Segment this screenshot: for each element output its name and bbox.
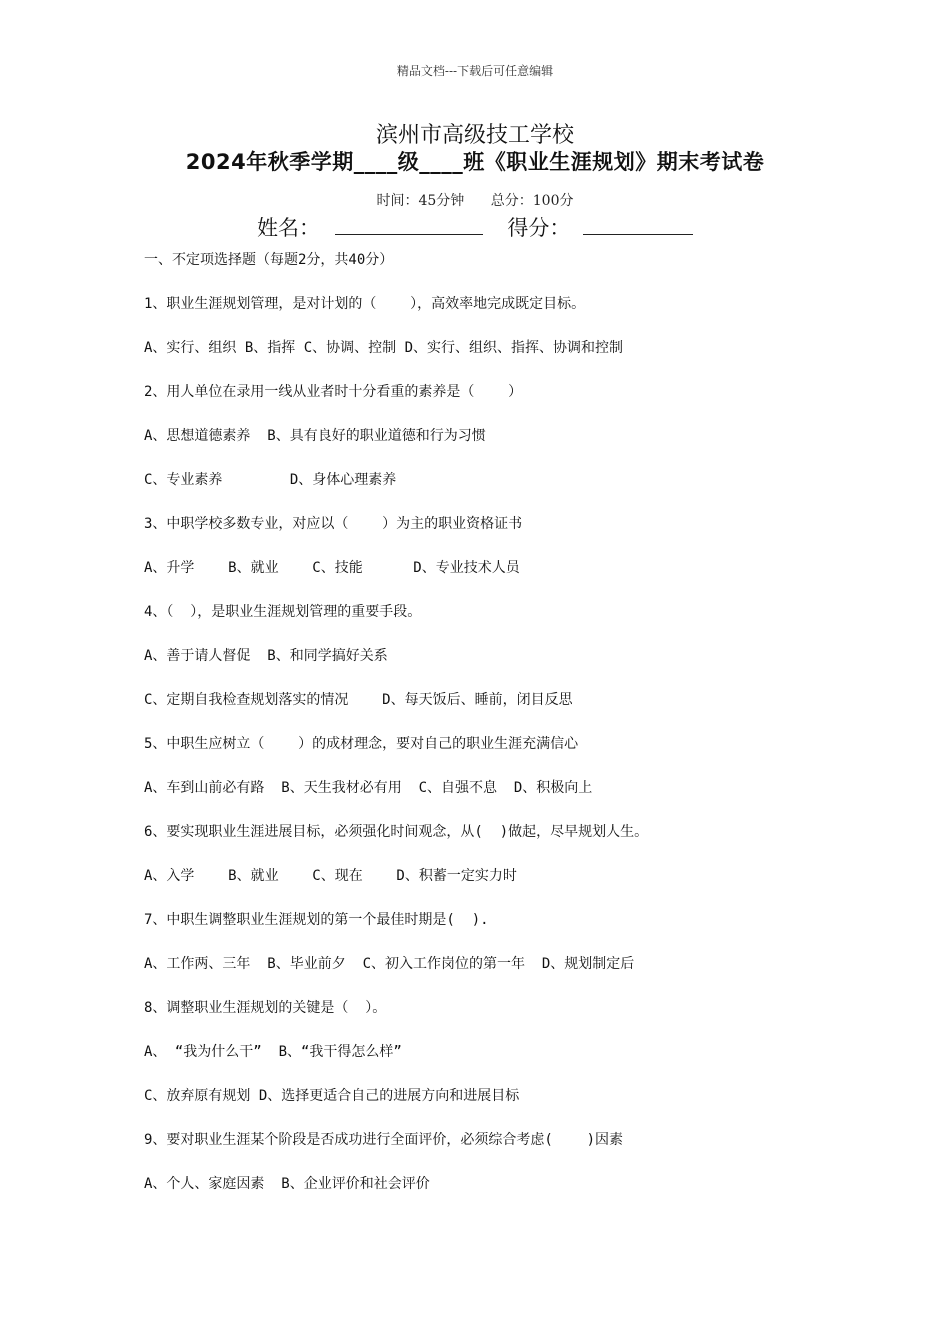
question-line: 2、用人单位在录用一线从业者时十分看重的素养是（ ） xyxy=(144,384,523,400)
options-line: A、个人、家庭因素 B、企业评价和社会评价 xyxy=(144,1176,430,1192)
question-content xyxy=(144,250,904,1218)
name-score-row xyxy=(0,212,950,242)
options-line: C、放弃原有规划 D、选择更适合自己的进展方向和进展目标 xyxy=(144,1088,520,1104)
options-line: A、善于请人督促 B、和同学搞好关系 xyxy=(144,648,388,664)
options-line: A、入学 B、就业 C、现在 D、积蓄一定实力时 xyxy=(144,868,517,884)
options-line: C、定期自我检查规划落实的情况 D、每天饭后、睡前，闭目反思 xyxy=(144,692,573,708)
options-line: A、思想道德素养 B、具有良好的职业道德和行为习惯 xyxy=(144,428,486,444)
time-limit: 时间：45分钟 xyxy=(376,193,465,209)
question-line: 1、职业生涯规划管理，是对计划的（ ），高效率地完成既定目标。 xyxy=(144,296,586,312)
name-blank[interactable] xyxy=(335,212,483,235)
exam-title: 2024年秋季学期____级____班《职业生涯规划》期末考试卷 xyxy=(185,150,765,174)
options-line: A、车到山前必有路 B、天生我材必有用 C、自强不息 D、积极向上 xyxy=(144,780,593,796)
name-label: 姓名： xyxy=(256,216,320,240)
question-line: 9、要对职业生涯某个阶段是否成功进行全面评价，必须综合考虑( )因素 xyxy=(144,1132,623,1148)
section-heading: 一、不定项选择题（每题2分，共40分） xyxy=(144,252,394,268)
question-line: 8、调整职业生涯规划的关键是（ ）。 xyxy=(144,1000,387,1016)
question-line: 7、中职生调整职业生涯规划的第一个最佳时期是( ). xyxy=(144,912,489,928)
options-line: C、专业素养 D、身体心理素养 xyxy=(144,472,397,488)
total-score: 总分：100分 xyxy=(490,193,574,209)
exam-meta xyxy=(0,190,950,210)
score-label: 得分： xyxy=(507,216,571,240)
page-header: 精品文档---下载后可任意编辑 xyxy=(396,64,554,78)
question-line: 5、中职生应树立（ ）的成材理念，要对自己的职业生涯充满信心 xyxy=(144,736,579,752)
options-line: A、工作两、三年 B、毕业前夕 C、初入工作岗位的第一年 D、规划制定后 xyxy=(144,956,635,972)
score-blank[interactable] xyxy=(583,212,693,235)
school-name: 滨州市高级技工学校 xyxy=(375,123,574,148)
options-line: A、实行、组织 B、指挥 C、协调、控制 D、实行、组织、指挥、协调和控制 xyxy=(144,340,623,356)
options-line: A、升学 B、就业 C、技能 D、专业技术人员 xyxy=(144,560,520,576)
question-line: 4、（ ），是职业生涯规划管理的重要手段。 xyxy=(144,604,422,620)
question-line: 6、要实现职业生涯进展目标，必须强化时间观念，从( )做起，尽早规划人生。 xyxy=(144,824,649,840)
options-line: A、 “我为什么干” B、“我干得怎么样” xyxy=(144,1044,402,1060)
question-line: 3、中职学校多数专业，对应以（ ）为主的职业资格证书 xyxy=(144,516,523,532)
